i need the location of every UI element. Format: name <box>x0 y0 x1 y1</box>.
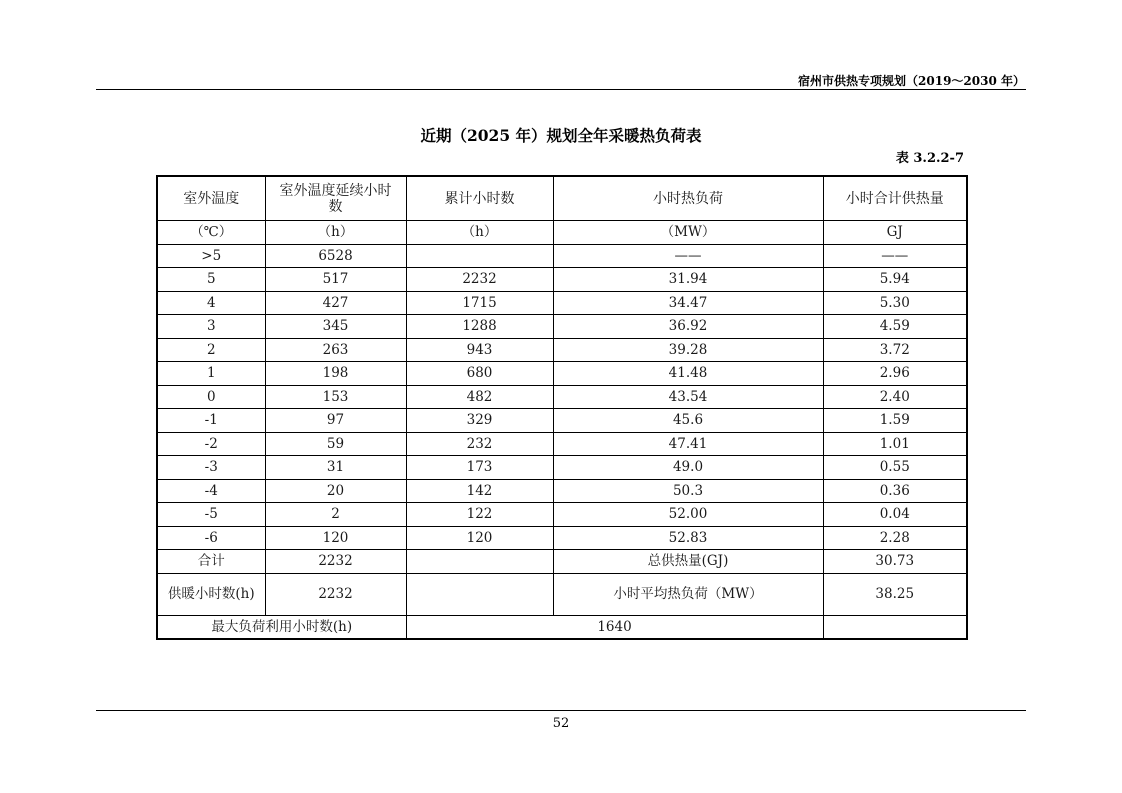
table-cell: 36.92 <box>553 315 823 339</box>
column-header: 室外温度 <box>157 176 265 221</box>
table-cell: 1288 <box>406 315 553 339</box>
unit-cell: （h） <box>406 221 553 245</box>
table-row <box>157 362 967 386</box>
average-load-value: 38.25 <box>823 573 967 615</box>
table-cell: 34.47 <box>553 291 823 315</box>
table-cell: 2232 <box>406 268 553 292</box>
table-cell: 482 <box>406 385 553 409</box>
heating-load-table <box>156 175 968 640</box>
table-cell: 329 <box>406 409 553 433</box>
table-cell: 3.72 <box>823 338 967 362</box>
table-cell: 517 <box>265 268 406 292</box>
table-cell: 4 <box>157 291 265 315</box>
table-cell: 1.01 <box>823 432 967 456</box>
table-cell: 943 <box>406 338 553 362</box>
table-cell: 1.59 <box>823 409 967 433</box>
column-header: 小时热负荷 <box>553 176 823 221</box>
table-row <box>157 456 967 480</box>
table-number: 表 3.2.2-7 <box>895 151 964 166</box>
table-cell: 4.59 <box>823 315 967 339</box>
table-header-row <box>157 176 967 221</box>
total-label: 合计 <box>157 550 265 574</box>
table-cell: 6528 <box>265 244 406 268</box>
table-cell: 232 <box>406 432 553 456</box>
table-cell: -5 <box>157 503 265 527</box>
table-cell: 97 <box>265 409 406 433</box>
total-row <box>157 550 967 574</box>
table-cell: 173 <box>406 456 553 480</box>
table-cell: 47.41 <box>553 432 823 456</box>
total-supply-value: 30.73 <box>823 550 967 574</box>
table-row <box>157 432 967 456</box>
table-cell: 52.00 <box>553 503 823 527</box>
table-cell: 0.36 <box>823 479 967 503</box>
table-cell: 1 <box>157 362 265 386</box>
table-cell: -6 <box>157 526 265 550</box>
table-cell: >5 <box>157 244 265 268</box>
table-cell: 31 <box>265 456 406 480</box>
table-cell: 3 <box>157 315 265 339</box>
table-cell: —— <box>553 244 823 268</box>
table-cell: 0 <box>157 385 265 409</box>
table-row <box>157 503 967 527</box>
column-header: 累计小时数 <box>406 176 553 221</box>
table-title: 近期（2025 年）规划全年采暖热负荷表 <box>420 126 702 145</box>
table-cell: 0.55 <box>823 456 967 480</box>
table-row <box>157 385 967 409</box>
table-cell: -1 <box>157 409 265 433</box>
footer-rule <box>96 710 1026 711</box>
table-cell: 1715 <box>406 291 553 315</box>
table-cell: 41.48 <box>553 362 823 386</box>
unit-cell: （MW） <box>553 221 823 245</box>
total-supply-label: 总供热量(GJ) <box>553 550 823 574</box>
table-cell: 0.04 <box>823 503 967 527</box>
table-row <box>157 268 967 292</box>
header-rule <box>96 89 1026 90</box>
table-cell: 5.94 <box>823 268 967 292</box>
table-cell: 153 <box>265 385 406 409</box>
max-load-value: 1640 <box>406 615 823 639</box>
table-cell <box>406 244 553 268</box>
running-header-title: 宿州市供热专项规划（2019～2030 年） <box>798 74 1025 88</box>
table-cell: 45.6 <box>553 409 823 433</box>
table-row <box>157 409 967 433</box>
empty-cell <box>406 550 553 574</box>
table-cell: 2.28 <box>823 526 967 550</box>
average-load-label: 小时平均热负荷（MW） <box>553 573 823 615</box>
table-row <box>157 526 967 550</box>
column-header: 室外温度延续小时数 <box>265 176 406 221</box>
table-row <box>157 291 967 315</box>
table-cell: 142 <box>406 479 553 503</box>
max-load-row <box>157 615 967 639</box>
table-cell: 427 <box>265 291 406 315</box>
unit-cell: （h） <box>265 221 406 245</box>
table-row <box>157 479 967 503</box>
table-row <box>157 338 967 362</box>
table-cell: 59 <box>265 432 406 456</box>
page-number: 52 <box>552 716 570 731</box>
table-row <box>157 315 967 339</box>
unit-cell: GJ <box>823 221 967 245</box>
table-cell: 263 <box>265 338 406 362</box>
table-cell: 2.40 <box>823 385 967 409</box>
heating-hours-value: 2232 <box>265 573 406 615</box>
table-cell: 198 <box>265 362 406 386</box>
table-cell: —— <box>823 244 967 268</box>
table-cell: 2.96 <box>823 362 967 386</box>
table-cell: 52.83 <box>553 526 823 550</box>
empty-cell <box>823 615 967 639</box>
empty-cell <box>406 573 553 615</box>
table-cell: 345 <box>265 315 406 339</box>
table-cell: 5 <box>157 268 265 292</box>
max-load-label: 最大负荷利用小时数(h) <box>157 615 406 639</box>
heating-hours-label: 供暖小时数(h) <box>157 573 265 615</box>
table-cell: 2 <box>157 338 265 362</box>
table-cell: 43.54 <box>553 385 823 409</box>
table-cell: 120 <box>265 526 406 550</box>
table-cell: 120 <box>406 526 553 550</box>
table-cell: 50.3 <box>553 479 823 503</box>
table-cell: 20 <box>265 479 406 503</box>
unit-cell: （℃） <box>157 221 265 245</box>
table-cell: 2 <box>265 503 406 527</box>
table-cell: -4 <box>157 479 265 503</box>
column-header: 小时合计供热量 <box>823 176 967 221</box>
table-cell: 5.30 <box>823 291 967 315</box>
total-hours: 2232 <box>265 550 406 574</box>
table-cell: -3 <box>157 456 265 480</box>
table-cell: 122 <box>406 503 553 527</box>
table-cell: 49.0 <box>553 456 823 480</box>
table-row <box>157 244 967 268</box>
heating-hours-row <box>157 573 967 615</box>
table-cell: 680 <box>406 362 553 386</box>
table-cell: -2 <box>157 432 265 456</box>
table-units-row <box>157 221 967 245</box>
table-cell: 31.94 <box>553 268 823 292</box>
table-cell: 39.28 <box>553 338 823 362</box>
